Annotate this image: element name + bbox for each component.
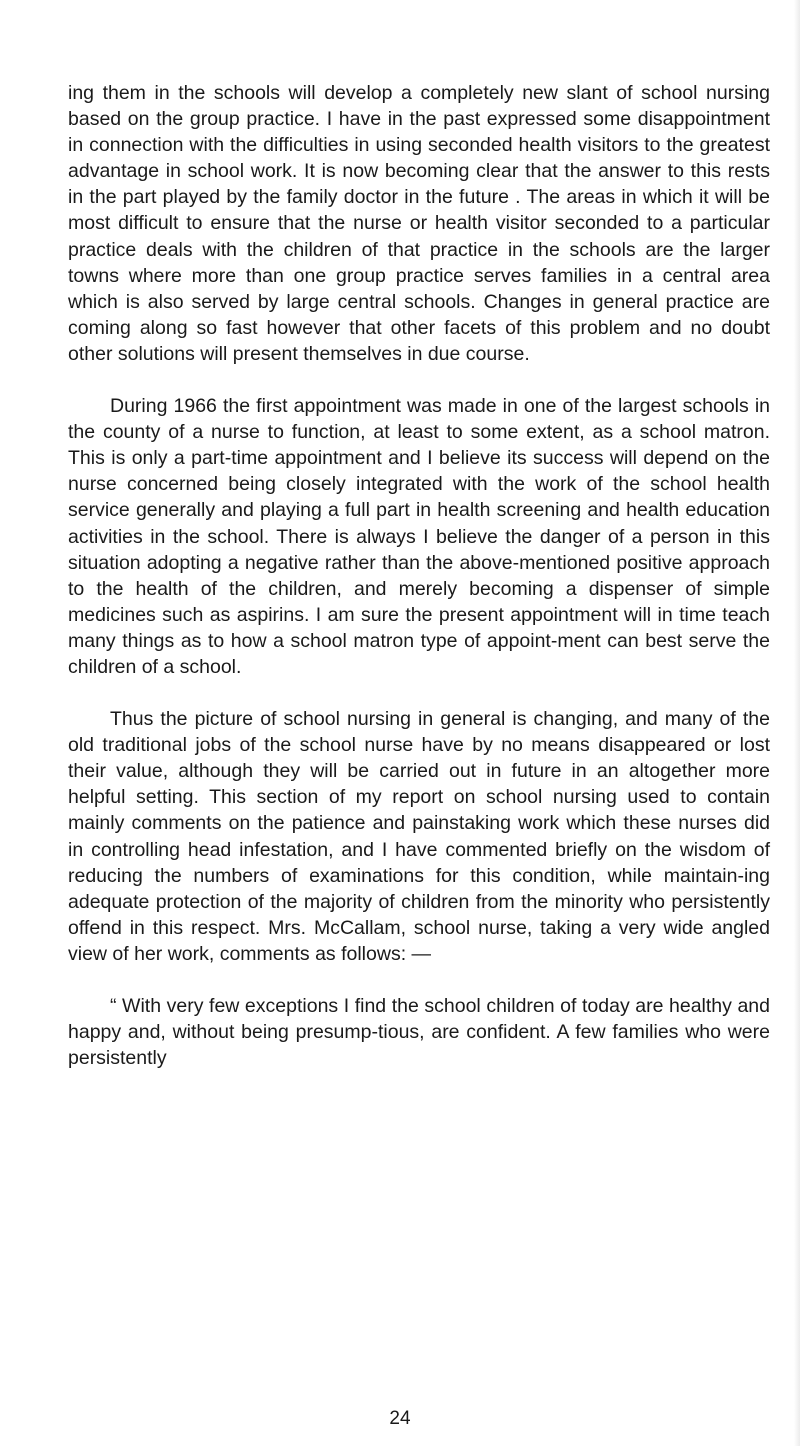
paragraph-3: Thus the picture of school nursing in general is changing, and many of the old traditional jobs of the school nurse have by no means disappeared or lost their value, although they will be carried out in future in an altogether more helpful setting. This section of my report on school nursing used to contain mainly comments on the patience and painstaking work which these nurses did in controlling head infestation, and I have commented briefly on the wisdom of reducing the numbers of examinations for this condition, while maintain-ing adequate protection of the majority of children from the minority who persistently offend in this respect. Mrs. McCallam, school nurse, taking a very wide angled view of her work, comments as follows: — bbox=[68, 708, 770, 965]
page-edge-shadow bbox=[794, 0, 800, 1446]
paragraph-1: ing them in the schools will develop a completely new slant of school nursing based on the group practice. I have in the past expressed some disappointment in connection with the difficulties in using seconded health visitors to the greatest advantage in school work. It is now becoming clear that the answer to this rests in the part played by the family doctor in the future . The areas in which it will be most difficult to ensure that the nurse or health visitor seconded to a particular practice deals with the children of that practice in the schools are the larger towns where more than one group practice serves families in a central area which is also served by large central schools. Changes in general practice are coming along so fast however that other facets of this problem and no doubt other solutions will present themselves in due course. bbox=[68, 82, 770, 365]
document-page bbox=[68, 80, 770, 1097]
paragraph-4: “ With very few exceptions I find the school children of today are healthy and happy and, without being presump-tious, are confident. A few families who were persistently bbox=[68, 995, 770, 1070]
page-number: 24 bbox=[389, 1408, 411, 1429]
paragraph-2: During 1966 the first appointment was made in one of the largest schools in the county of a nurse to function, at least to some extent, as a school matron. This is only a part-time appointment and I believe its success will depend on the nurse concerned being closely integrated with the work of the school health service generally and playing a full part in health screening and health education activities in the school. There is always I believe the danger of a person in this situation adopting a negative rather than the above-mentioned positive approach to the health of the children, and merely becoming a dispenser of simple medicines such as aspirins. I am sure the present appointment will in time teach many things as to how a school matron type of appoint-ment can best serve the children of a school. bbox=[68, 395, 770, 678]
